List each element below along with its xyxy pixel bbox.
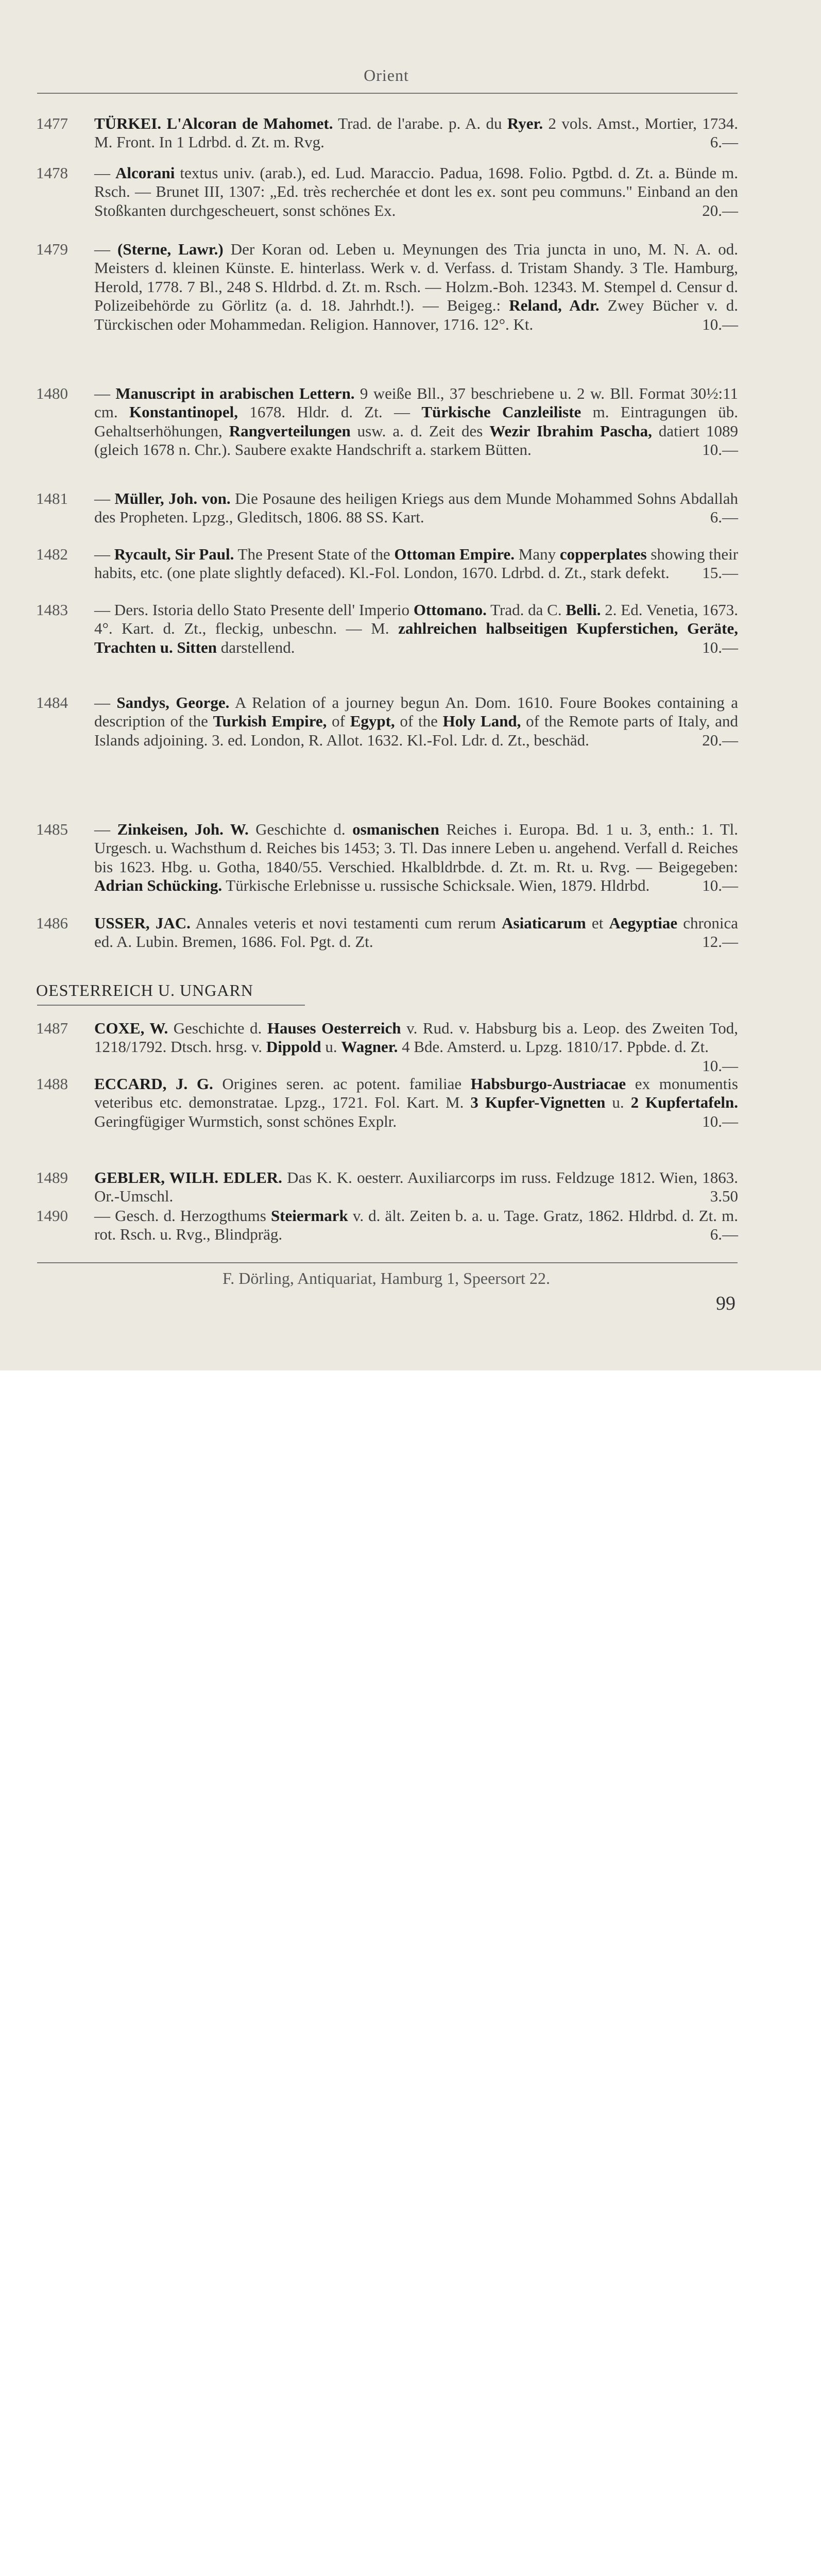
entry-text: —: [94, 545, 114, 563]
entry-bold-text: TÜRKEI. L'Alcoran de Mahomet.: [94, 114, 333, 132]
entry-description: [94, 1019, 738, 1075]
entry-description: [94, 114, 738, 152]
entry-bold-text: ECCARD, J. G.: [94, 1075, 213, 1093]
running-head: Orient: [364, 66, 409, 84]
entry-bold-text: Türkische Canzleiliste: [421, 403, 581, 421]
entry-number: 1490: [36, 1207, 68, 1225]
entry-bold-text: Manuscript in arabischen Lettern.: [115, 384, 355, 402]
entry-price: 10.—: [702, 876, 738, 895]
entry-bold-text: Ryer.: [507, 114, 543, 132]
entry-text: 2 vols. Amst., Mortier, 1734. M. Front. In 1 Ldrbd. d. Zt. m. Rvg.: [94, 114, 738, 151]
entry-text: of: [327, 712, 350, 731]
publisher-footer: F. Dörling, Antiquariat, Hamburg 1, Speersort 22.: [223, 1269, 550, 1287]
entry-text: Das K. K. oesterr. Auxiliarcorps im russ. Feldzuge 1812. Wien, 1863. Or.-Umschl.: [94, 1168, 739, 1206]
entry-number: 1478: [36, 164, 68, 182]
entry-text: Der Koran od. Leben u. Meynungen des Tria juncta in uno, M. N. A. od. Meisters d. kleinen Künste. E. hinterlass. Werk v. d. Verfass. d. Tristam Shandy. 3 Tle. Hamburg, Herold, 1778. 7 Bl., 248 S. Hldrbd. d. Zt. m. Rsch. — Holzm.-Boh. 12343. M. Stempel d. Censur d. Polizeibehörde zu Görlitz (a. d. 18. Jahrhdt.!). — Beigeg.:: [94, 240, 738, 315]
entry-description: [94, 1207, 738, 1244]
entry-text: — Gesch. d. Herzogthums: [94, 1207, 271, 1225]
section-heading: OESTERREICH U. UNGARN: [36, 981, 253, 999]
entry-number: 1482: [36, 545, 68, 563]
entry-number: 1480: [36, 384, 68, 402]
entry-text: —: [94, 384, 116, 402]
entry-text: The Present State of the: [234, 545, 395, 563]
entry-text: Geschichte d.: [168, 1019, 267, 1037]
entry-price: 15.—: [702, 564, 738, 582]
entry-text: —: [94, 489, 115, 507]
entry-text: —: [94, 693, 117, 711]
entry-text: Türkische Erlebnisse u. russische Schicksale. Wien, 1879. Hldrbd.: [222, 876, 650, 895]
entry-text: Origines seren. ac potent. familiae: [213, 1075, 471, 1093]
entry-number: 1487: [36, 1019, 68, 1037]
entry-text: Trad. de l'arabe. p. A. du: [333, 114, 507, 132]
entry-bold-text: Müller, Joh. von.: [114, 489, 231, 507]
entry-description: [94, 164, 738, 220]
entry-text: Reiches i. Europa. Bd. 1 u. 3, enth.: 1. Tl. Urgesch. u. Wachsthum d. Reiches bis 1453; 3. Tl. Das innere Leben u. angehend. Verfall d. Reiches bis 1623. Hbg. u. Gotha, 1840/55. Verschied. Hkalbldrbde. d. Zt. m. Rt. u. Rvg. — Beigegeben:: [94, 820, 738, 876]
entry-text: Trad. da C.: [486, 601, 566, 619]
entry-text: of the Remote parts of Italy, and Islands adjoining. 3. ed. London, R. Allot. 1632. Kl.-Fol. Ldr. d. Zt., beschäd.: [94, 712, 738, 749]
entry-bold-text: Hauses Oesterreich: [267, 1019, 401, 1037]
entry-bold-text: Ottomano.: [413, 601, 487, 619]
entry-bold-text: Aegyptiae: [609, 914, 678, 932]
entry-text: 1678. Hldr. d. Zt. —: [238, 403, 422, 421]
section-rule: [37, 1005, 305, 1006]
entry-description: [94, 384, 738, 460]
entry-price: 3.50: [710, 1187, 738, 1206]
entry-number: 1483: [36, 601, 68, 619]
entry-price: 10.—: [702, 440, 738, 459]
entry-number: 1486: [36, 914, 68, 932]
entry-number: 1479: [36, 240, 68, 258]
entry-bold-text: COXE, W.: [94, 1019, 168, 1037]
entry-bold-text: zahlreichen halbseitigen Kupferstichen, Geräte, Trachten u. Sitten: [94, 619, 738, 656]
entry-text: — Ders. Istoria dello Stato Presente dell' Imperio: [94, 601, 414, 619]
entry-text: Die Posaune des heiligen Kriegs aus dem Munde Mohammed Sohns Abdallah des Propheten. Lpzg., Gleditsch, 1806. 88 SS. Kart.: [94, 489, 739, 527]
entry-text: v. Rud. v. Habsburg bis a. Leop. des Zweiten Tod, 1218/1792. Dtsch. hrsg. v.: [94, 1019, 738, 1056]
entry-text: Geschichte d.: [248, 820, 353, 838]
entry-text: usw. a. d. Zeit des: [350, 421, 490, 440]
entry-bold-text: 3 Kupfer-Vignetten: [470, 1093, 606, 1112]
entry-text: darstellend.: [216, 638, 295, 656]
entry-text: chronica ed. A. Lubin. Bremen, 1686. Fol. Pgt. d. Zt.: [94, 914, 738, 951]
entry-bold-text: osmanischen: [352, 820, 439, 838]
entry-price: 6.—: [710, 508, 738, 527]
entry-bold-text: Holy Land,: [442, 712, 521, 731]
entry-text: Many: [515, 545, 560, 563]
entry-bold-text: Asiaticarum: [502, 914, 586, 932]
entry-text: Zwey Bücher v. d. Türckischen oder Mohammedan. Religion. Hannover, 1716. 12°. Kt.: [94, 296, 738, 333]
entry-text: Annales veteris et novi testamenti cum rerum: [190, 914, 502, 932]
entry-text: of the: [395, 712, 443, 731]
entry-description: [94, 1075, 738, 1131]
entry-price: 12.—: [702, 933, 738, 951]
entry-bold-text: Alcorani: [115, 164, 175, 182]
entry-number: 1484: [36, 693, 68, 711]
entry-bold-text: Wezir Ibrahim Pascha,: [489, 421, 652, 440]
entry-bold-text: (Sterne, Lawr.): [117, 240, 224, 258]
entry-text: A Relation of a journey begun An. Dom. 1610. Foure Bookes containing a description of the: [94, 693, 738, 731]
entry-bold-text: Rycault, Sir Paul.: [114, 545, 234, 563]
entry-price: 10.—: [702, 1056, 738, 1075]
entry-text: 9 weiße Bll., 37 beschriebene u. 2 w. Bll. Format 30½:11 cm.: [94, 384, 738, 421]
footer-rule: [37, 1262, 738, 1263]
digitization-bar: [0, 1370, 821, 1434]
entry-text: v. d. ält. Zeiten b. a. u. Tage. Gratz, 1862. Hldrbd. d. Zt. m. rot. Rsch. u. Rvg., Blindpräg.: [94, 1207, 738, 1244]
entry-number: 1477: [36, 114, 68, 132]
entry-price: 10.—: [702, 1112, 738, 1130]
entry-description: [94, 240, 738, 334]
entry-bold-text: Ottoman Empire.: [394, 545, 515, 563]
entry-text: —: [94, 240, 117, 258]
entry-bold-text: copperplates: [559, 545, 647, 563]
entry-number: 1489: [36, 1168, 68, 1187]
entry-text: u.: [321, 1038, 341, 1056]
entry-bold-text: Habsburgo-Austriacae: [470, 1075, 626, 1093]
entry-text: 2. Ed. Venetia, 1673. 4°. Kart. d. Zt., fleckig, unbeschn. — M.: [94, 601, 738, 638]
entry-description: [94, 601, 738, 657]
entry-bold-text: USSER, JAC.: [94, 914, 191, 932]
page-number: 99: [716, 1293, 736, 1314]
entry-price: 6.—: [710, 1225, 738, 1244]
entry-text: —: [94, 820, 117, 838]
entry-text: —: [94, 164, 116, 182]
entry-price: 10.—: [702, 638, 738, 656]
entry-description: [94, 693, 738, 750]
entry-text: et: [586, 914, 609, 932]
entry-bold-text: Egypt,: [350, 712, 395, 731]
entry-text: Geringfügiger Wurmstich, sonst schönes Explr.: [94, 1112, 397, 1130]
entry-price: 6.—: [710, 133, 738, 151]
entry-description: [94, 820, 738, 895]
entry-number: 1485: [36, 820, 68, 838]
entry-text: textus univ. (arab.), ed. Lud. Maraccio. Padua, 1698. Folio. Pgtbd. d. Zt. a. Bünde m. Rsch. — Brunet III, 1307: „Ed. très recherchée et dont les ex. sont peu communs." Einband an den Stoßkanten durchgescheuert, sonst schönes Ex.: [94, 164, 739, 219]
entry-bold-text: Adrian Schücking.: [94, 876, 223, 895]
entry-bold-text: Konstantinopel,: [129, 403, 238, 421]
entry-text: showing their habits, etc. (one plate slightly defaced). Kl.-Fol. London, 1670. Ldrbd. d. Zt., stark defekt.: [94, 545, 739, 582]
entry-price: 20.—: [702, 731, 738, 749]
entry-price: 20.—: [702, 201, 738, 219]
entry-number: 1488: [36, 1075, 68, 1093]
entry-text: datiert 1089 (gleich 1678 n. Chr.). Saubere exakte Handschrift a. starkem Bütten.: [94, 421, 738, 459]
entry-bold-text: 2 Kupfertafeln.: [630, 1093, 738, 1112]
header-rule: [37, 93, 738, 94]
entry-bold-text: Turkish Empire,: [213, 712, 327, 731]
entry-price: 10.—: [702, 315, 738, 333]
entry-bold-text: Wagner.: [341, 1038, 398, 1056]
entry-description: [94, 914, 738, 952]
entry-bold-text: Belli.: [566, 601, 601, 619]
entry-text: 4 Bde. Amsterd. u. Lpzg. 1810/17. Ppbde. d. Zt.: [398, 1038, 709, 1056]
entry-bold-text: Reland, Adr.: [509, 296, 600, 315]
entry-text: u.: [605, 1093, 631, 1112]
entry-text: ex monumentis veteribus etc. demonstratae. Lpzg., 1721. Fol. Kart. M.: [94, 1075, 738, 1112]
entry-bold-text: GEBLER, WILH. EDLER.: [94, 1168, 282, 1187]
entry-bold-text: Steiermark: [270, 1207, 348, 1225]
entry-bold-text: Zinkeisen, Joh. W.: [117, 820, 249, 838]
entry-bold-text: Sandys, George.: [116, 693, 230, 711]
entry-description: [94, 1168, 738, 1206]
entry-text: m. Eintragungen üb. Gehaltserhöhungen,: [94, 403, 738, 440]
entry-number: 1481: [36, 489, 68, 507]
entry-bold-text: Dippold: [266, 1038, 321, 1056]
entry-description: [94, 545, 738, 583]
entry-description: [94, 489, 738, 527]
entry-bold-text: Rangverteilungen: [229, 421, 351, 440]
